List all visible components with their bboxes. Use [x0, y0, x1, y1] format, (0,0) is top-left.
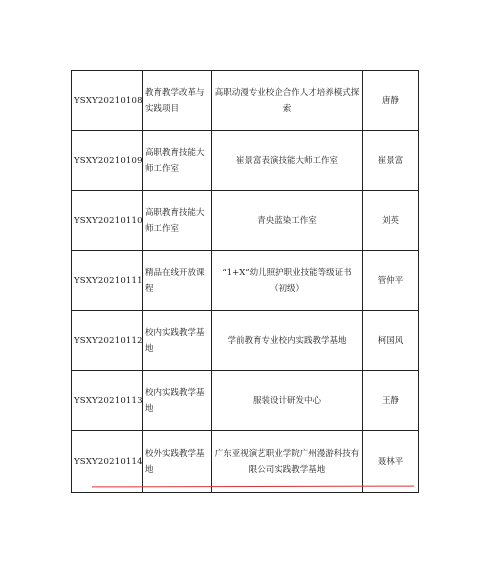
project-name: “1+X”幼儿照护职业技能等级证书（初级）: [212, 251, 363, 311]
project-name: 青央蓝染工作室: [212, 191, 363, 251]
table-row: [72, 371, 419, 431]
project-category: 校内实践教学基地: [143, 311, 212, 371]
project-name: 高职动漫专业校企合作人才培养模式探索: [212, 71, 363, 131]
table-row: [72, 131, 419, 191]
project-code: YSXY20210109: [72, 131, 143, 191]
project-code: YSXY20210112: [72, 311, 143, 371]
project-leader: 唐静: [363, 71, 419, 131]
project-code: YSXY20210113: [72, 371, 143, 431]
table-row: [72, 71, 419, 131]
project-code: YSXY20210110: [72, 191, 143, 251]
table-row: [72, 431, 419, 493]
project-leader: 管仲平: [363, 251, 419, 311]
project-category: 校外实践教学基地: [143, 431, 212, 493]
project-leader: 刘英: [363, 191, 419, 251]
project-category: 高职教育技能大师工作室: [143, 191, 212, 251]
project-category: 校内实践教学基地: [143, 371, 212, 431]
project-name: 广东亚视演艺职业学院广州漫游科技有限公司实践教学基地: [212, 431, 363, 493]
project-name: 服装设计研发中心: [212, 371, 363, 431]
table-row: [72, 311, 419, 371]
project-category: 高职教育技能大师工作室: [143, 131, 212, 191]
table-row: [72, 251, 419, 311]
project-leader: 柯国风: [363, 311, 419, 371]
project-code: YSXY20210108: [72, 71, 143, 131]
table-row: [72, 191, 419, 251]
project-table: [71, 70, 419, 493]
project-leader: 王静: [363, 371, 419, 431]
project-leader: 聂林平: [363, 431, 419, 493]
project-category: 教育教学改革与实践项目: [143, 71, 212, 131]
project-code: YSXY20210111: [72, 251, 143, 311]
project-leader: 崔景富: [363, 131, 419, 191]
project-category: 精品在线开放课程: [143, 251, 212, 311]
project-name: 学前教育专业校内实践教学基地: [212, 311, 363, 371]
project-code: YSXY20210114: [72, 431, 143, 493]
project-name: 崔景富表演技能大师工作室: [212, 131, 363, 191]
